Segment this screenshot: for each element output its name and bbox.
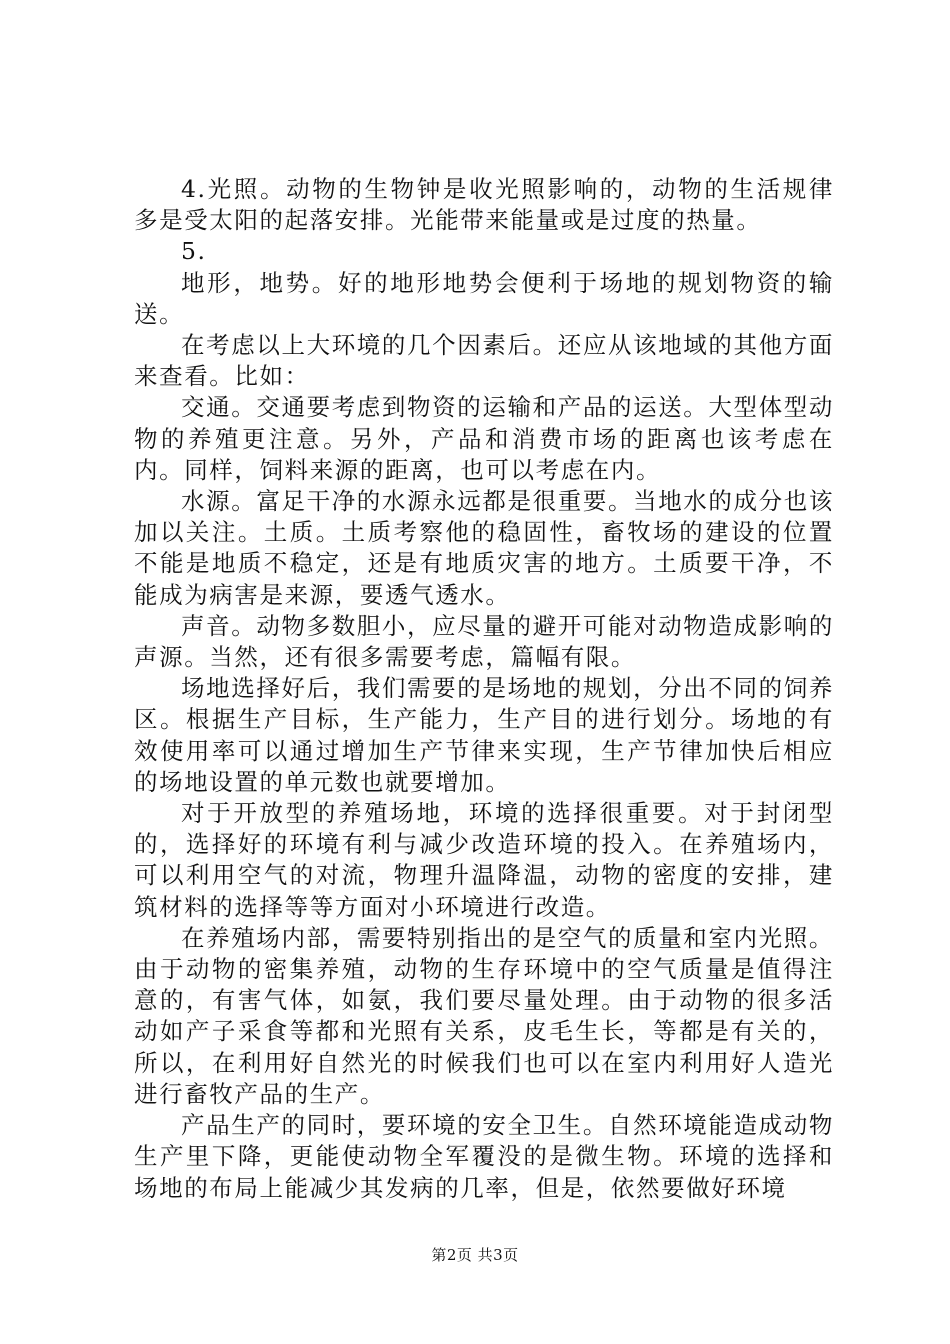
paragraph-other-aspects: 在考虑以上大环境的几个因素后。还应从该地域的其他方面来查看。比如： [134, 331, 834, 391]
page-number-footer: 第2页 共3页 [431, 1246, 519, 1264]
paragraph-water-soil: 水源。富足干净的水源永远都是很重要。当地水的成分也该加以关注。土质。土质考察他的稳固性，畜牧场的建设的位置不能是地质不稳定，还是有地质灾害的地方。土质要干净，不能成为病害是来源，要透气透水。 [134, 487, 834, 609]
paragraph-light: 4.光照。动物的生物钟是收光照影响的，动物的生活规律多是受太阳的起落安排。光能带来能量或是过度的热量。 [134, 175, 834, 235]
paragraph-item-5-number: 5. [181, 237, 207, 266]
document-body [134, 174, 834, 1204]
paragraph-terrain: 地形，地势。好的地形地势会便利于场地的规划物资的输送。 [134, 268, 834, 328]
paragraph-open-site: 对于开放型的养殖场地，环境的选择很重要。对于封闭型的，选择好的环境有利与减少改造环境的投入。在养殖场内，可以利用空气的对流，物理升温降温，动物的密度的安排，建筑材料的选择等等方面对小环境进行改造。 [134, 799, 834, 921]
paragraph-air-light: 在养殖场内部，需要特别指出的是空气的质量和室内光照。由于动物的密集养殖，动物的生存环境中的空气质量是值得注意的，有害气体，如氨，我们要尽量处理。由于动物的很多活动如产子采食等都和光照有关系，皮毛生长，等都是有关的，所以，在利用好自然光的时候我们也可以在室内利用好人造光进行畜牧产品的生产。 [134, 923, 834, 1108]
paragraph-hygiene: 产品生产的同时，要环境的安全卫生。自然环境能造成动物生产里下降，更能使动物全军覆没的是微生物。环境的选择和场地的布局上能减少其发病的几率，但是，依然要做好环境 [134, 1111, 834, 1202]
paragraph-sound: 声音。动物多数胆小，应尽量的避开可能对动物造成影响的声源。当然，还有很多需要考虑，篇幅有限。 [134, 611, 834, 672]
paragraph-transport: 交通。交通要考虑到物资的运输和产品的运送。大型体型动物的养殖更注意。另外，产品和消费市场的距离也该考虑在内。同样，饲料来源的距离，也可以考虑在内。 [134, 393, 834, 484]
paragraph-site-planning: 场地选择好后，我们需要的是场地的规划，分出不同的饲养区。根据生产目标，生产能力，生产目的进行划分。场地的有效使用率可以通过增加生产节律来实现，生产节律加快后相应的场地设置的单元数也就要增加。 [134, 674, 834, 796]
